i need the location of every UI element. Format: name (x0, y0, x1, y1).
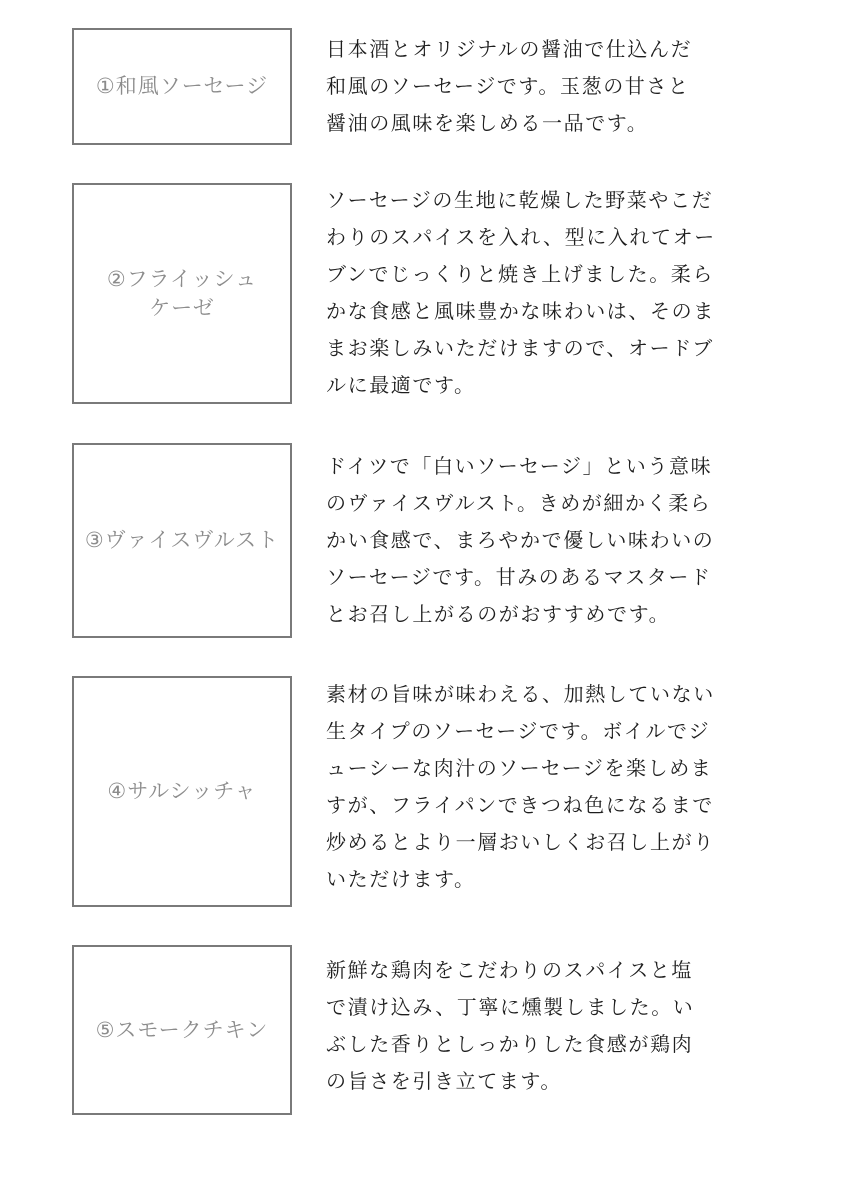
product-name: ④サルシッチャ (107, 779, 257, 803)
product-description: 日本酒とオリジナルの醤油で仕込んだ 和風のソーセージです。玉葱の甘さと 醤油の風味を楽しめる一品です。 (326, 37, 693, 135)
product-description: ソーセージの生地に乾燥した野菜やこだ わりのスパイスを入れ、型に入れてオー ブンでじっくりと焼き上げました。柔ら かな食感と風味豊かな味わいは、そのま まお楽しみいただけますので、オードブ ルに最適です。 (326, 188, 716, 397)
product-name: ③ヴァイスヴルスト (84, 528, 280, 552)
product-name: ②フライッシュ ケーゼ (106, 266, 258, 320)
product-name-box (72, 183, 292, 404)
product-name-box (72, 945, 292, 1115)
product-description: ドイツで「白いソーセージ」という意味 のヴァイスヴルスト。きめが細かく柔ら かい食感で、まろやかで優しい味わいの ソーセージです。甘みのあるマスタード とお召し上がるのがおすすめです。 (326, 454, 715, 626)
product-description: 新鮮な鶏肉をこだわりのスパイスと塩 で漬け込み、丁寧に燻製しました。い ぶした香りとしっかりした食感が鶏肉 の旨さを引き立てます。 (326, 958, 695, 1093)
product-name-box (72, 676, 292, 907)
product-name-box (72, 443, 292, 638)
product-name: ①和風ソーセージ (95, 74, 269, 98)
product-description: 素材の旨味が味わえる、加熱していない 生タイプのソーセージです。ボイルでジ ューシーな肉汁のソーセージを楽しめま すが、フライパンできつね色になるまで 炒めるとより一層おいしくお召し上がり いただけます。 (326, 682, 715, 891)
product-name: ⑤スモークチキン (95, 1017, 269, 1042)
product-name-box (72, 28, 292, 145)
